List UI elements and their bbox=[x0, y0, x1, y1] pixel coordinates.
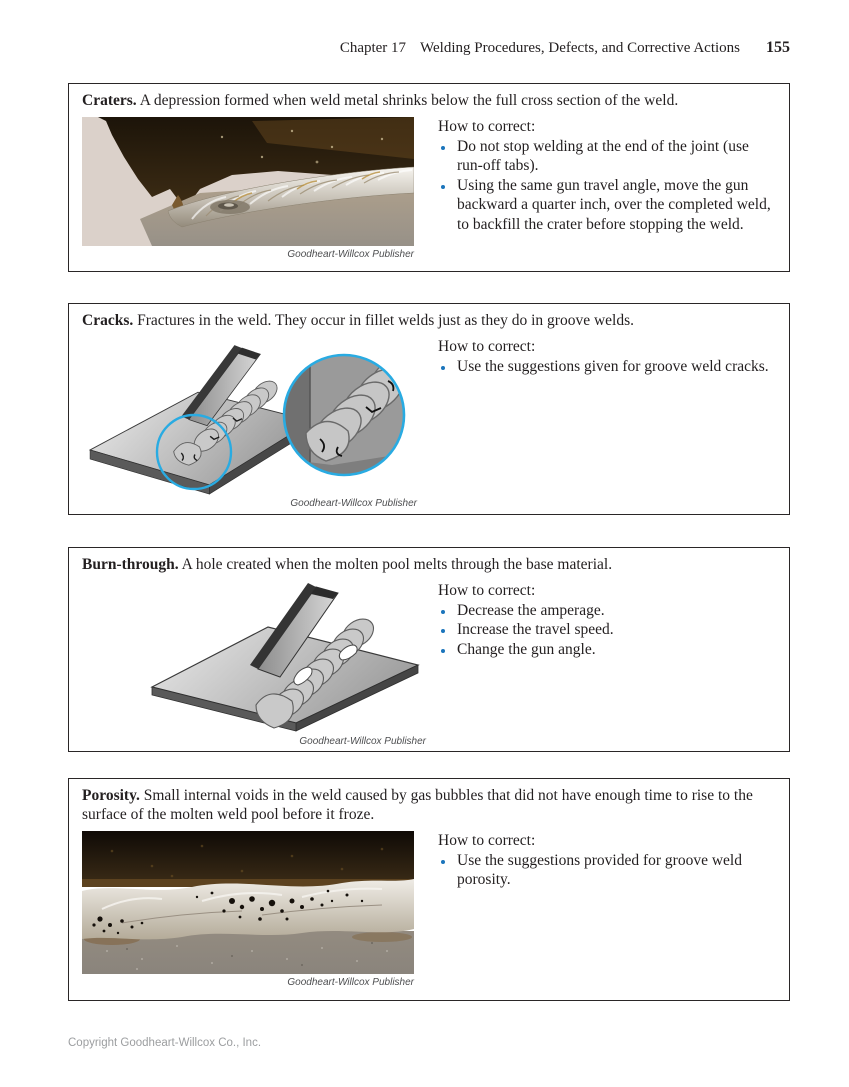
fillet-weld-burn-through-illustration bbox=[146, 581, 426, 733]
correction-list bbox=[438, 851, 776, 890]
how-to-correct-label: How to correct: bbox=[438, 118, 536, 135]
correction-item: • Change the gun angle. bbox=[455, 640, 614, 660]
burn-through-term: Burn-through. bbox=[82, 556, 179, 573]
correction-item: • Do not stop welding at the end of the joint (use run-off tabs). bbox=[455, 137, 776, 176]
craters-definition: Craters. A depression formed when weld metal shrinks below the full cross section of the weld. bbox=[82, 92, 679, 109]
correction-item: • Use the suggestions provided for groove weld porosity. bbox=[455, 851, 776, 890]
chapter-label: Chapter 17 bbox=[339, 40, 407, 56]
page-number: 155 bbox=[766, 39, 790, 56]
porosity-term: Porosity. bbox=[82, 787, 140, 804]
defect-box-craters bbox=[68, 83, 790, 272]
correction-item: • Using the same gun travel angle, move the gun backward a quarter inch, over the completed weld, to backfill the crater before stopping the weld. bbox=[455, 176, 776, 235]
crater-weld-photo bbox=[82, 117, 414, 246]
correction-item: • Use the suggestions given for groove weld cracks. bbox=[455, 357, 769, 377]
cracks-definition: Cracks. Fractures in the weld. They occur in fillet welds just as they do in groove welds. bbox=[82, 312, 635, 329]
craters-figure bbox=[82, 117, 414, 260]
correction-item: • Decrease the amperage. bbox=[455, 601, 614, 621]
correction-item: • Increase the travel speed. bbox=[455, 620, 614, 640]
porosity-definition: Porosity. Small internal voids in the weld caused by gas bubbles that did not have enough time to rise to the surface of the molten weld pool before it froze. bbox=[82, 787, 753, 823]
burn-through-corrections bbox=[438, 581, 614, 659]
fillet-weld-cracks-illustration bbox=[82, 337, 417, 495]
burn-through-definition: Burn-through. A hole created when the molten pool melts through the base material. bbox=[82, 556, 613, 573]
correction-list bbox=[438, 357, 769, 377]
how-to-correct-label: How to correct: bbox=[438, 338, 536, 355]
how-to-correct-label: How to correct: bbox=[438, 832, 536, 849]
illustration-credit: Goodheart-Willcox Publisher bbox=[299, 736, 426, 747]
defect-box-porosity bbox=[68, 778, 790, 1001]
page-header bbox=[340, 39, 790, 57]
correction-list bbox=[438, 137, 776, 235]
illustration-credit: Goodheart-Willcox Publisher bbox=[290, 498, 417, 509]
craters-corrections bbox=[438, 117, 776, 234]
porosity-weld-photo bbox=[82, 831, 414, 974]
porosity-figure bbox=[82, 831, 414, 988]
photo-credit: Goodheart-Willcox Publisher bbox=[287, 249, 414, 260]
chapter-title: Welding Procedures, Defects, and Corrective Actions bbox=[420, 40, 740, 56]
cracks-figure bbox=[82, 337, 417, 509]
craters-term: Craters. bbox=[82, 92, 137, 109]
defect-box-cracks bbox=[68, 303, 790, 515]
porosity-corrections bbox=[438, 831, 776, 890]
how-to-correct-label: How to correct: bbox=[438, 582, 536, 599]
copyright-notice: Copyright Goodheart-Willcox Co., Inc. bbox=[68, 1037, 262, 1049]
cracks-corrections bbox=[438, 337, 769, 376]
defect-box-burn-through bbox=[68, 547, 790, 752]
photo-credit: Goodheart-Willcox Publisher bbox=[287, 977, 414, 988]
correction-list bbox=[438, 601, 614, 660]
cracks-term: Cracks. bbox=[82, 312, 134, 329]
burn-through-figure bbox=[146, 581, 426, 747]
